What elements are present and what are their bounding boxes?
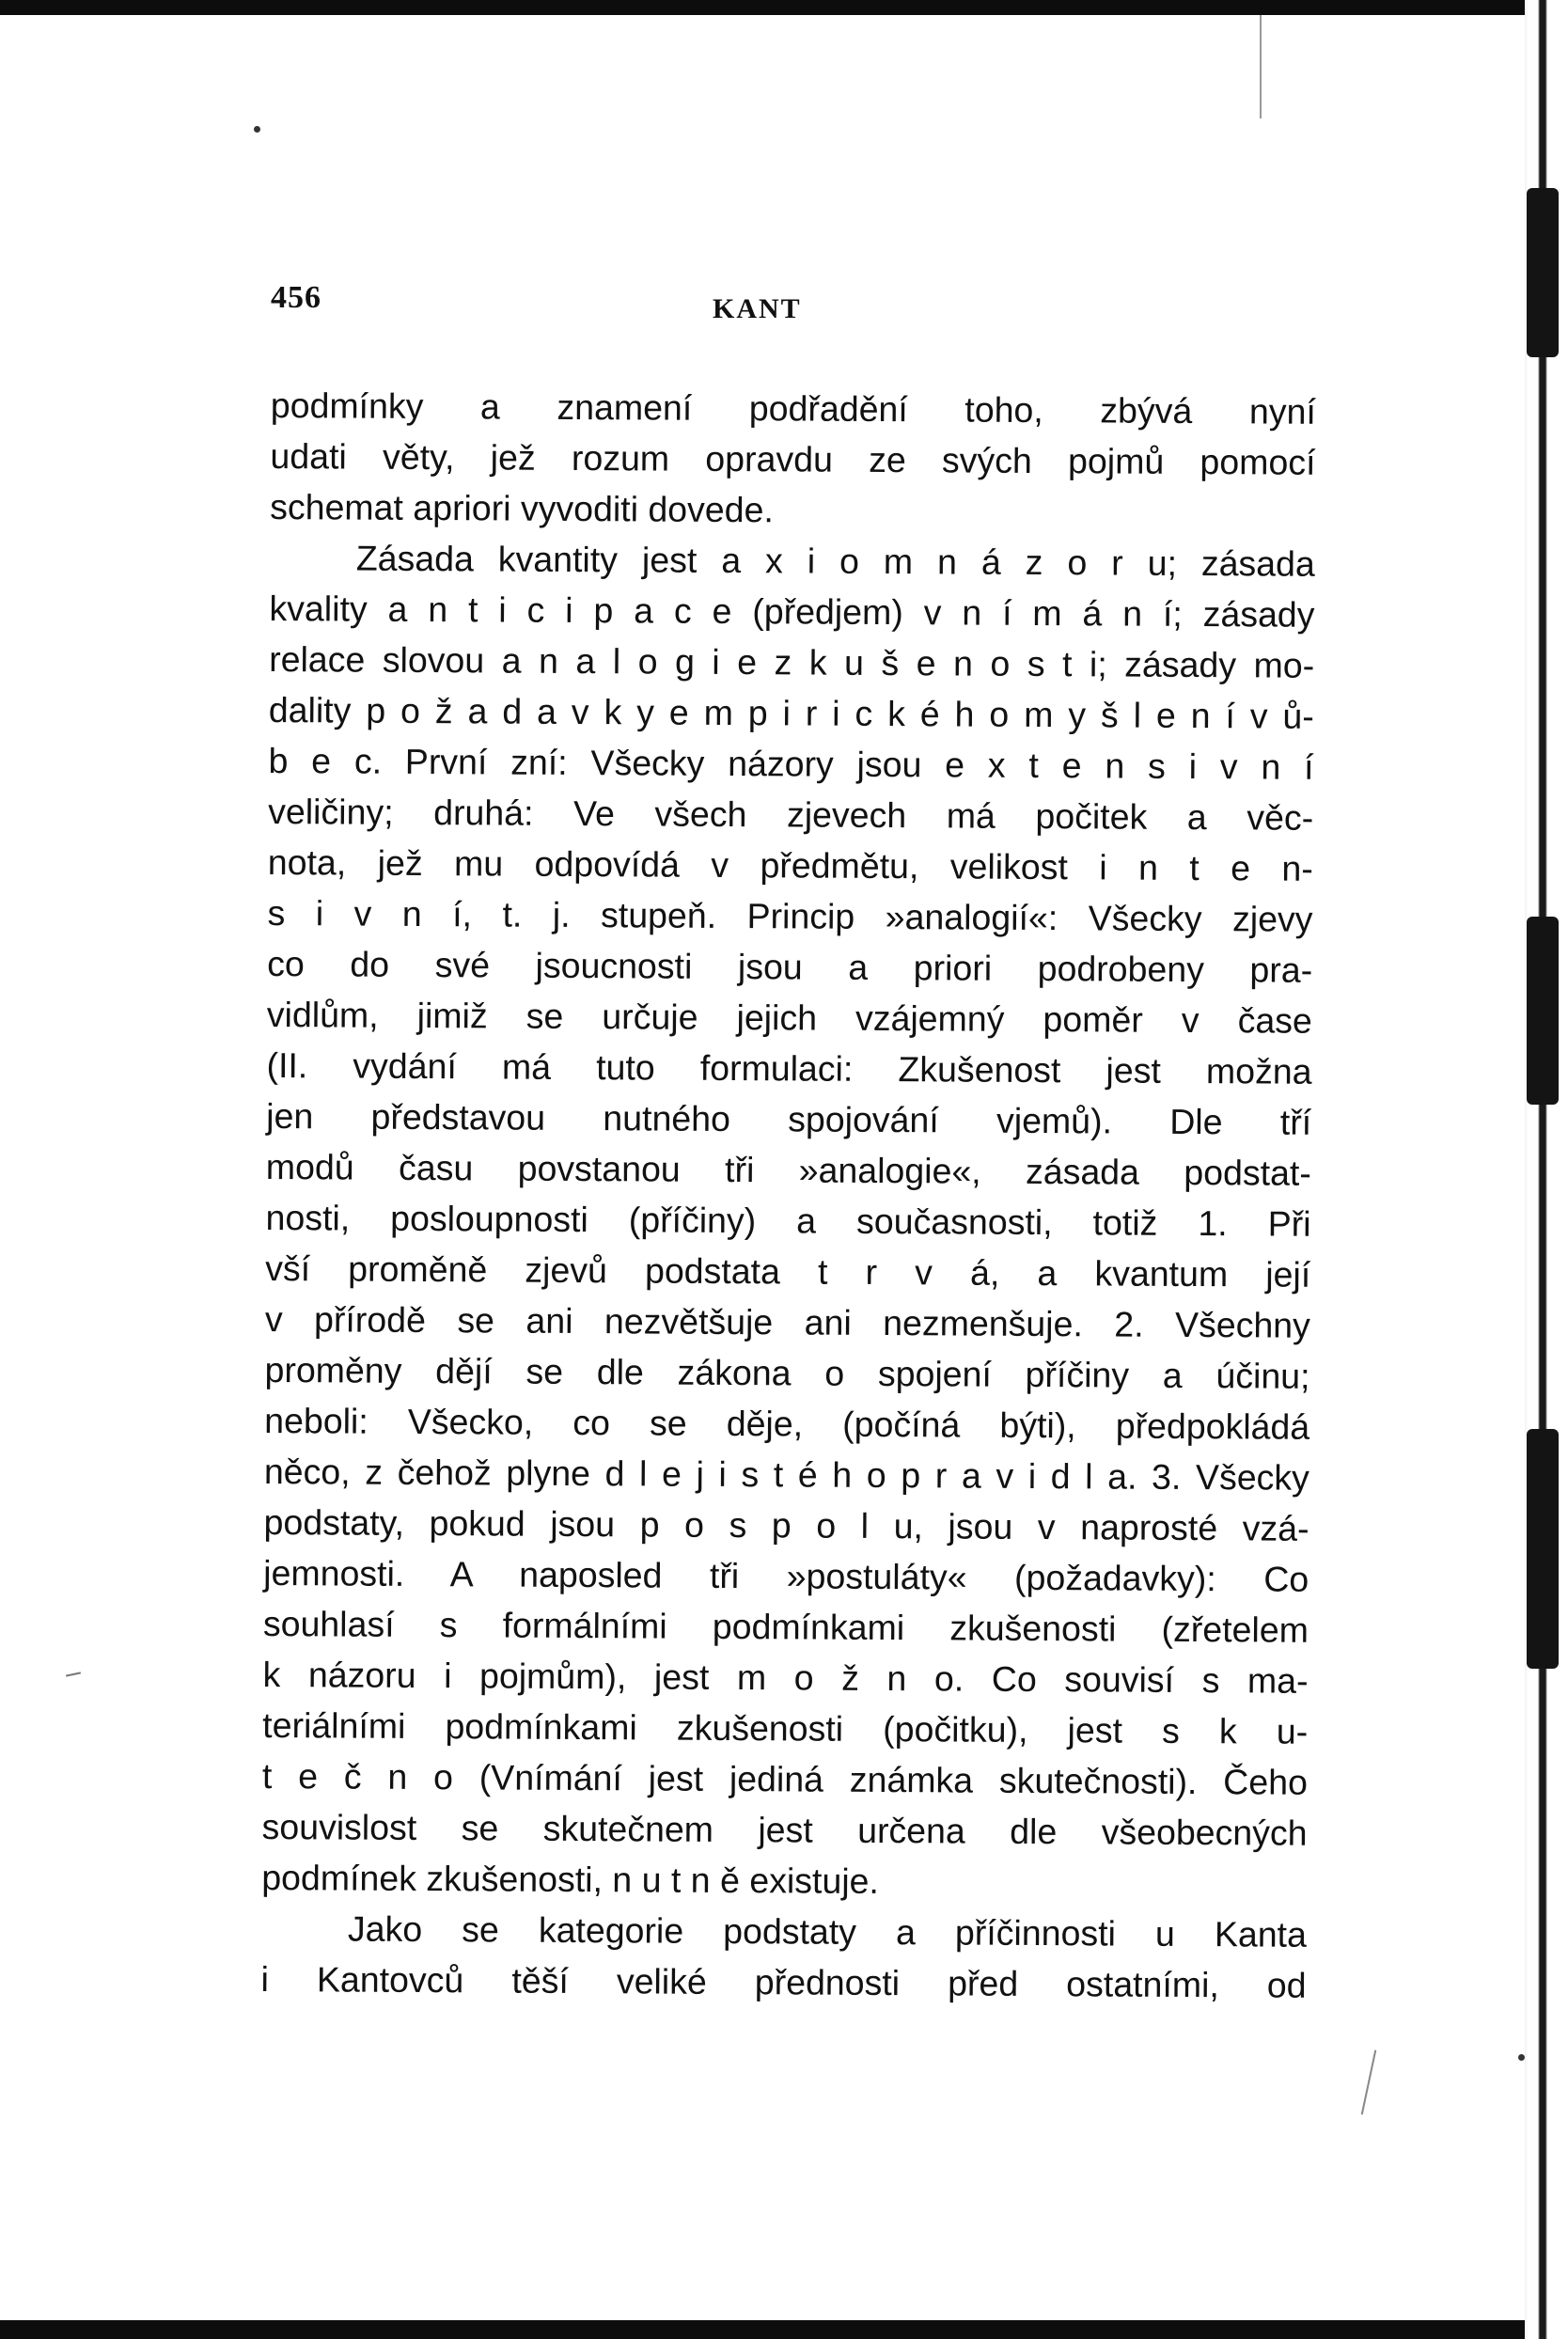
- text-line: podstaty, pokud jsou p o s p o l u, jsou v naprosté vzá-: [263, 1501, 1309, 1548]
- text-line: podmínky a znamení podřadění toho, zbývá nyní: [270, 385, 1316, 432]
- scan-bottom-border: [0, 2320, 1568, 2339]
- text-line: Zásada kvantity jest a x i o m n á z o r u; zásada: [355, 538, 1315, 584]
- text-line: v přírodě se ani nezvětšuje ani nezmenšuje. 2. Všechny: [264, 1298, 1311, 1345]
- scan-artifact-dot: [1518, 2054, 1525, 2061]
- text-line: i Kantovců těší veliké přednosti před ostatními, od: [260, 1958, 1307, 2005]
- text-line: jen představou nutného spojování vjemů). Dle tří: [266, 1095, 1312, 1142]
- text-line: Jako se kategorie podstaty a příčinnosti u Kanta: [347, 1908, 1308, 1954]
- page-number: 456: [271, 280, 321, 315]
- text-line: veličiny; druhá: Ve všech zjevech má počitek a věc-: [268, 791, 1314, 838]
- text-line: souhlasí s formálními podmínkami zkušenosti (zřetelem: [262, 1603, 1309, 1650]
- text-line: t e č n o (Vnímání jest jediná známka skutečnosti). Čeho: [261, 1755, 1309, 1802]
- text-line: udati věty, jež rozum opravdu ze svých pojmů pomocí: [270, 435, 1316, 482]
- text-line: kvality a n t i c i p a c e (předjem) v n í m á n í; zásady: [269, 588, 1315, 635]
- spine-mark: [1527, 917, 1559, 1105]
- running-head: [0, 0, 1568, 338]
- text-line: vidlům, jimiž se určuje jejich vzájemný poměr v čase: [266, 994, 1312, 1041]
- text-line: nota, jež mu odpovídá v předmětu, velikost i n t e n-: [267, 841, 1313, 888]
- text-line: s i v n í, t. j. stupeň. Princip »analogií«: Všecky zjevy: [267, 892, 1313, 939]
- text-line: schemat apriori vyvoditi dovede.: [270, 486, 774, 530]
- text-line: vší proměně zjevů podstata t r v á, a kvantum její: [265, 1248, 1311, 1295]
- text-line: jemnosti. A naposled tři »postuláty« (požadavky): Co: [263, 1552, 1309, 1599]
- running-title: KANT: [713, 293, 802, 324]
- text-line: dality p o ž a d a v k y e m p i r i c k é h o m y š l e n í v ů-: [268, 689, 1314, 736]
- text-line: proměny dějí se dle zákona o spojení příčiny a účinu;: [264, 1349, 1310, 1396]
- text-line: teriálními podmínkami zkušenosti (počitku), jest s k u-: [262, 1704, 1309, 1751]
- text-line: podmínek zkušenosti, n u t n ě existuje.: [261, 1857, 880, 1901]
- text-line: (II. vydání má tuto formulaci: Zkušenost jest možna: [266, 1044, 1312, 1091]
- book-spine-edge: [1525, 0, 1568, 2339]
- text-line: b e c. První zní: Všecky názory jsou e x t e n s i v n í: [268, 740, 1314, 787]
- scan-artifact-scratch: [1361, 2050, 1377, 2115]
- text-line: co do své jsoucnosti jsou a priori podrobeny pra-: [267, 943, 1313, 990]
- text-body: [260, 380, 1316, 2011]
- text-line: k názoru i pojmům), jest m o ž n o. Co souvisí s ma-: [262, 1654, 1309, 1701]
- text-line: souvislost se skutečnem jest určena dle všeobecných: [261, 1806, 1308, 1853]
- text-line: relace slovou a n a l o g i e z k u š e n o s t i; zásady mo-: [269, 638, 1315, 685]
- text-line: neboli: Všecko, co se děje, (počíná býti), předpokládá: [264, 1400, 1310, 1447]
- text-line: modů času povstanou tři »analogie«, zásada podstat-: [265, 1146, 1311, 1193]
- text-line: něco, z čehož plyne d l e j i s t é h o p r a v i d l a. 3. Všecky: [263, 1451, 1310, 1498]
- text-line: nosti, posloupnosti (příčiny) a současnosti, totiž 1. Při: [265, 1197, 1311, 1244]
- spine-mark: [1527, 1429, 1559, 1669]
- scan-artifact-scratch: [66, 1672, 81, 1676]
